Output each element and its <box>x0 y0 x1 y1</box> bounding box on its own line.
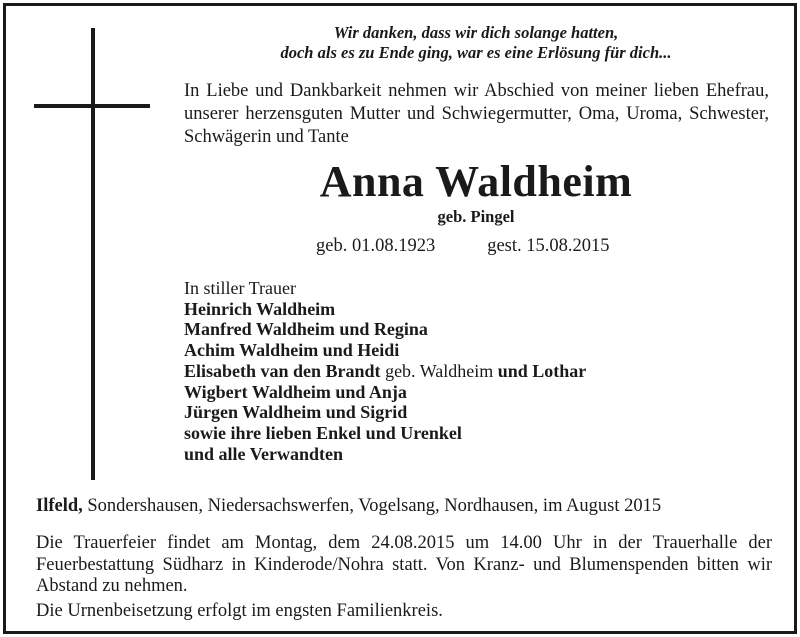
motto-line-2: doch als es zu Ende ging, war es eine Erlösung für dich... <box>280 43 672 62</box>
life-dates <box>316 235 610 257</box>
mourner-maiden: geb. Waldheim <box>385 360 494 381</box>
motto <box>181 23 771 63</box>
mourner-line: Heinrich Waldheim <box>184 298 336 319</box>
place-town: Ilfeld, <box>36 496 83 516</box>
mourner-name: Elisabeth van den Brandt <box>184 360 381 381</box>
mourner-line: Jürgen Waldheim und Sigrid <box>184 402 408 423</box>
mourner-line: und alle Verwandten <box>184 443 344 464</box>
mourner-line: sowie ihre lieben Enkel und Urenkel <box>184 422 462 443</box>
place-rest: Sondershausen, Niedersachswerfen, Vogelsang, Nordhausen, im August 2015 <box>87 496 662 516</box>
maiden-name: geb. Pingel <box>437 207 515 226</box>
place-and-date <box>36 495 776 517</box>
ceremony-notice: Die Trauerfeier findet am Montag, dem 24.08.2015 um 14.00 Uhr in der Trauerhalle der Feuerbestattung Südharz in Kinderode/Nohra statt. Von Kranz- und Blumenspenden bitten wir Abstand zu nehmen. <box>36 533 772 596</box>
death-date: gest. 15.08.2015 <box>487 236 610 256</box>
urn-notice: Die Urnenbeisetzung erfolgt im engsten Familienkreis. <box>36 601 443 621</box>
cross-icon <box>91 28 95 480</box>
motto-line-1: Wir danken, dass wir dich solange hatten, <box>333 23 619 42</box>
birth-date: geb. 01.08.1923 <box>316 236 436 256</box>
cross-icon-bar <box>34 104 150 108</box>
deceased-name: Anna Waldheim <box>319 157 633 206</box>
mourners-heading: In stiller Trauer <box>184 278 296 298</box>
intro-text: In Liebe und Dankbarkeit nehmen wir Abschied von meiner lieben Ehefrau, unserer herzensguten Mutter und Schwiegermutter, Oma, Uroma, Schwester, Schwägerin und Tante <box>184 81 769 147</box>
notice-frame <box>3 3 797 634</box>
mourner-line: Wigbert Waldheim und Anja <box>184 381 407 402</box>
mourner-line: Achim Waldheim und Heidi <box>184 340 400 361</box>
mourners-list <box>184 278 764 464</box>
mourner-line: Manfred Waldheim und Regina <box>184 319 428 340</box>
mourner-partner: und Lothar <box>497 360 587 381</box>
mourner-line <box>184 361 764 382</box>
